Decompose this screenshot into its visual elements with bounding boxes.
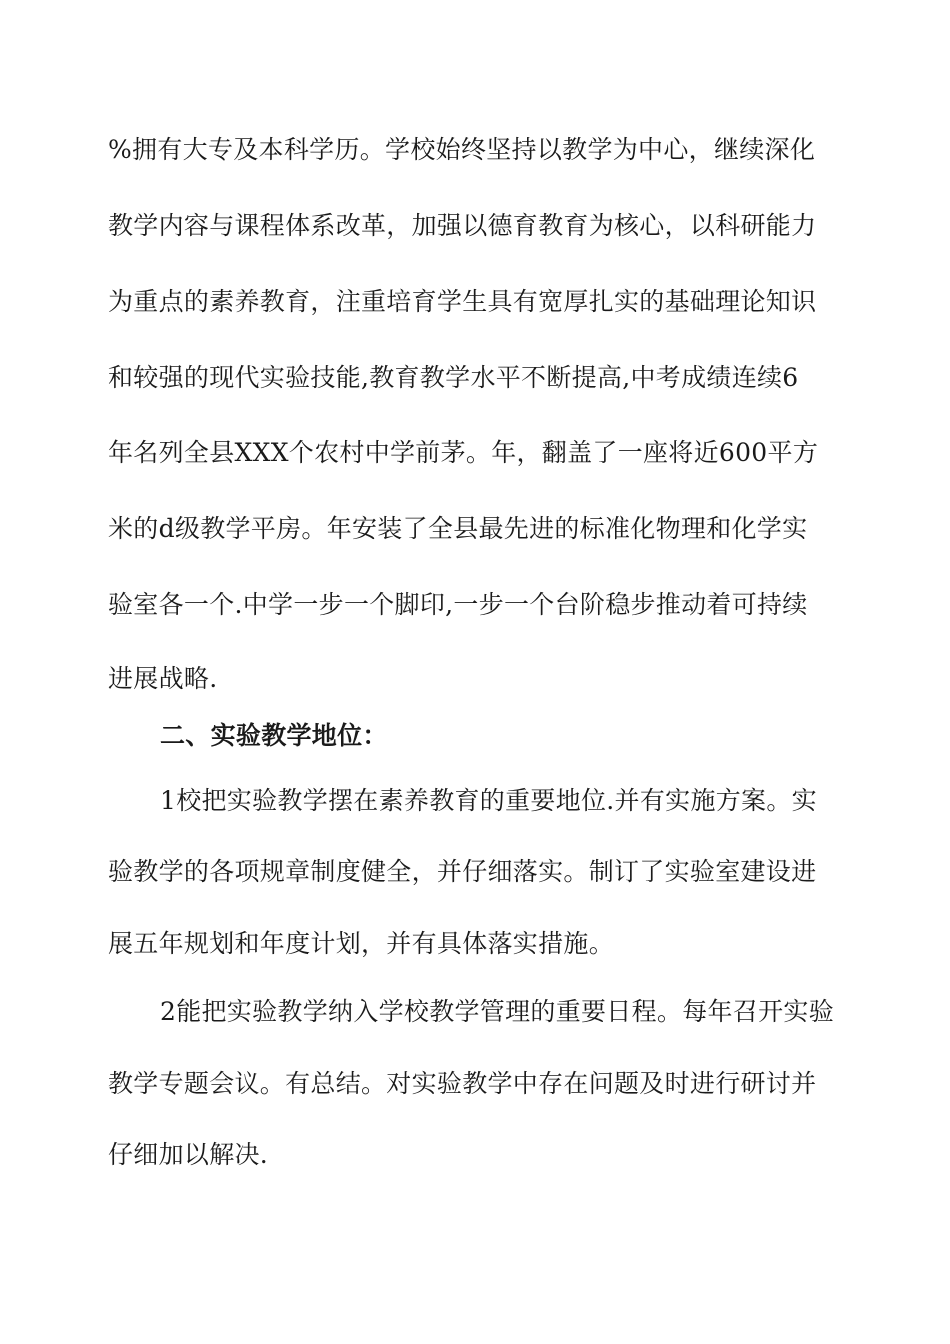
- paragraph-line: 验教学的各项规章制度健全，并仔细落实。制订了实验室建设进: [108, 857, 817, 886]
- paragraph-line: 和较强的现代实验技能,教育教学水平不断提高,中考成绩连续6: [108, 363, 799, 392]
- paragraph-line: 米的d级教学平房。年安装了全县最先进的标准化物理和化学实: [108, 514, 808, 543]
- paragraph-line: 1校把实验教学摆在素养教育的重要地位.并有实施方案。实: [160, 786, 817, 815]
- paragraph-line: 验室各一个.中学一步一个脚印,一步一个台阶稳步推动着可持续: [108, 590, 808, 619]
- paragraph-line: 为重点的素养教育，注重培育学生具有宽厚扎实的基础理论知识: [108, 287, 817, 316]
- section-heading: 二、实验教学地位：: [160, 721, 388, 750]
- paragraph-line: 展五年规划和年度计划，并有具体落实措施。: [108, 929, 615, 958]
- paragraph-line: %拥有大专及本科学历。学校始终坚持以教学为中心，继续深化: [108, 135, 816, 164]
- paragraph-line: 教学专题会议。有总结。对实验教学中存在问题及时进行研讨并: [108, 1069, 817, 1098]
- paragraph-line: 2能把实验教学纳入学校教学管理的重要日程。每年召开实验: [160, 997, 835, 1026]
- paragraph-line: 进展战略.: [108, 664, 218, 693]
- paragraph-line: 仔细加以解决.: [108, 1140, 269, 1169]
- paragraph-line: 年名列全县XXX个农村中学前茅。年，翻盖了一座将近600平方: [108, 438, 819, 467]
- paragraph-line: 教学内容与课程体系改革，加强以德育教育为核心，以科研能力: [108, 211, 817, 240]
